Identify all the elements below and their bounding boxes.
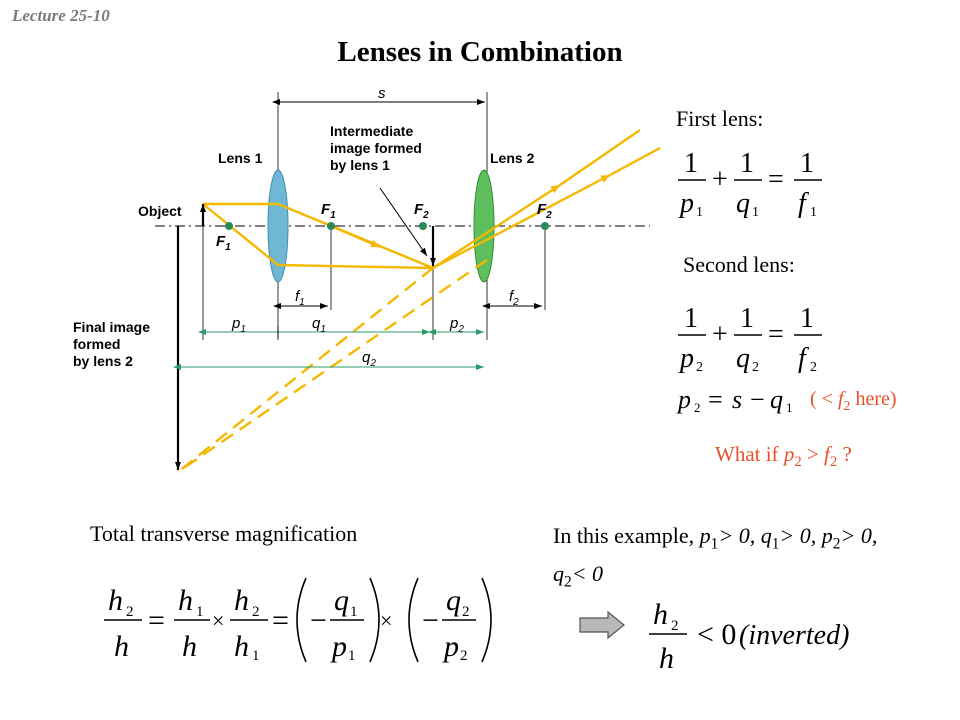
svg-text:−: −: [422, 604, 439, 637]
second-lens-label: Second lens:: [683, 252, 795, 277]
svg-text:1: 1: [350, 604, 358, 620]
svg-text:1: 1: [196, 604, 204, 620]
object-label: Object: [138, 203, 182, 219]
svg-text:1: 1: [252, 648, 260, 664]
svg-text:q: q: [770, 385, 783, 414]
lens-1-label: Lens 1: [218, 150, 263, 166]
focal-point-f2-right: [541, 222, 549, 230]
f2-label-left: $F_2$: [414, 201, 429, 221]
svg-text:−: −: [750, 385, 765, 414]
final-image-label-3: by lens 2: [73, 353, 133, 369]
svg-text:q: q: [334, 584, 349, 617]
svg-text:=: =: [708, 385, 723, 414]
svg-text:=: =: [148, 604, 165, 637]
intermediate-label-1: Intermediate: [330, 123, 414, 139]
focal-point-f2-left: [419, 222, 427, 230]
first-lens-label: First lens:: [676, 106, 764, 131]
svg-text:2: 2: [460, 648, 468, 664]
what-if-question: What if $p_2 > f_2$ ?: [715, 442, 852, 471]
slide-title: Lenses in Combination: [337, 36, 623, 68]
lecture-number: Lecture 25-10: [12, 6, 110, 25]
p2-equation: [676, 380, 806, 420]
p2-note: ( < $f_2$ here): [810, 388, 897, 414]
total-magnification-label: Total transverse magnification: [90, 521, 358, 546]
p1-dim-label: $p_1$: [232, 315, 246, 335]
f1-label-left: $F_1$: [216, 233, 231, 253]
svg-text:p: p: [678, 385, 691, 414]
svg-text:p: p: [680, 188, 694, 219]
f1-label-right: $F_1$: [321, 201, 336, 221]
svg-text:p: p: [332, 630, 347, 663]
svg-text:×: ×: [380, 608, 393, 633]
s-label: s: [378, 85, 386, 102]
svg-text:1: 1: [740, 303, 754, 334]
intermediate-label-2: image formed: [330, 140, 422, 156]
svg-text:2: 2: [126, 604, 134, 620]
svg-text:1: 1: [800, 148, 814, 179]
ray-out-2b: [610, 148, 660, 175]
ray-out-1b: [560, 130, 640, 185]
f2-label-right: $F_2$: [537, 201, 552, 221]
ray-arrow-mid1: [331, 226, 380, 247]
lens-2: [474, 170, 494, 282]
f1-dim-label: $f_1$: [295, 288, 305, 308]
example-conditions: In this example, $p_1> 0$, $q_1> 0$, $p_2> 0$, $q_2< 0$: [553, 523, 878, 591]
svg-text:=: =: [272, 604, 289, 637]
final-image-label-2: formed: [73, 336, 121, 352]
svg-text:h: h: [234, 584, 249, 617]
svg-text:2: 2: [810, 360, 817, 375]
svg-text:1: 1: [684, 148, 698, 179]
svg-text:p: p: [680, 343, 694, 374]
svg-text:1: 1: [810, 205, 817, 220]
ray-through-focus: [203, 204, 433, 268]
svg-text:2: 2: [694, 400, 701, 415]
svg-text:=: =: [768, 164, 784, 195]
svg-text:2: 2: [671, 618, 679, 634]
q1-dim-label: $q_1$: [312, 315, 326, 335]
svg-text:=: =: [768, 319, 784, 350]
svg-text:q: q: [736, 188, 750, 219]
svg-text:h: h: [114, 630, 129, 663]
svg-text:h: h: [182, 630, 197, 663]
ray-parallel: [203, 204, 433, 268]
svg-text:h: h: [108, 584, 123, 617]
q2-dim-label: $q_2$: [362, 349, 376, 369]
intermediate-pointer: [380, 188, 427, 256]
svg-text:2: 2: [752, 360, 759, 375]
svg-text:1: 1: [800, 303, 814, 334]
svg-text:q: q: [446, 584, 461, 617]
svg-text:×: ×: [212, 608, 225, 633]
lens-2-label: Lens 2: [490, 150, 535, 166]
f2-dim-label: $f_2$: [509, 288, 519, 308]
focal-point-f1-left: [225, 222, 233, 230]
svg-text:−: −: [310, 604, 327, 637]
svg-text:+: +: [712, 164, 728, 195]
svg-text:+: +: [712, 319, 728, 350]
p2-dim-label: $p_2$: [450, 315, 464, 335]
svg-text:f: f: [798, 188, 806, 219]
magnification-equation: [100, 572, 500, 672]
svg-text:p: p: [444, 630, 459, 663]
svg-text:1: 1: [696, 205, 703, 220]
svg-text:f: f: [798, 343, 806, 374]
svg-text:2: 2: [462, 604, 470, 620]
svg-text:1: 1: [740, 148, 754, 179]
ray-out-2: [433, 175, 610, 268]
svg-text:1: 1: [348, 648, 356, 664]
svg-text:h: h: [178, 584, 193, 617]
svg-text:1: 1: [786, 400, 793, 415]
svg-text:q: q: [736, 343, 750, 374]
svg-text:1: 1: [684, 303, 698, 334]
second-lens-equation: [674, 297, 834, 377]
intermediate-label-3: by lens 1: [330, 157, 390, 173]
ray-virtual-1: [178, 268, 433, 472]
svg-text:2: 2: [252, 604, 260, 620]
inverted-result-equation: [645, 592, 875, 672]
ray-virtual-2: [178, 260, 487, 472]
svg-text:h: h: [653, 598, 668, 631]
svg-text:< 0: < 0: [697, 618, 737, 651]
svg-text:1: 1: [752, 205, 759, 220]
final-image-label-1: Final image: [73, 319, 151, 335]
focal-point-f1-right: [327, 222, 335, 230]
svg-text:(inverted): (inverted): [739, 620, 850, 651]
svg-text:h: h: [234, 630, 249, 663]
implies-arrow-icon: [578, 610, 628, 640]
svg-text:2: 2: [696, 360, 703, 375]
svg-text:h: h: [659, 642, 674, 672]
first-lens-equation: [674, 142, 834, 222]
svg-text:s: s: [732, 385, 743, 414]
